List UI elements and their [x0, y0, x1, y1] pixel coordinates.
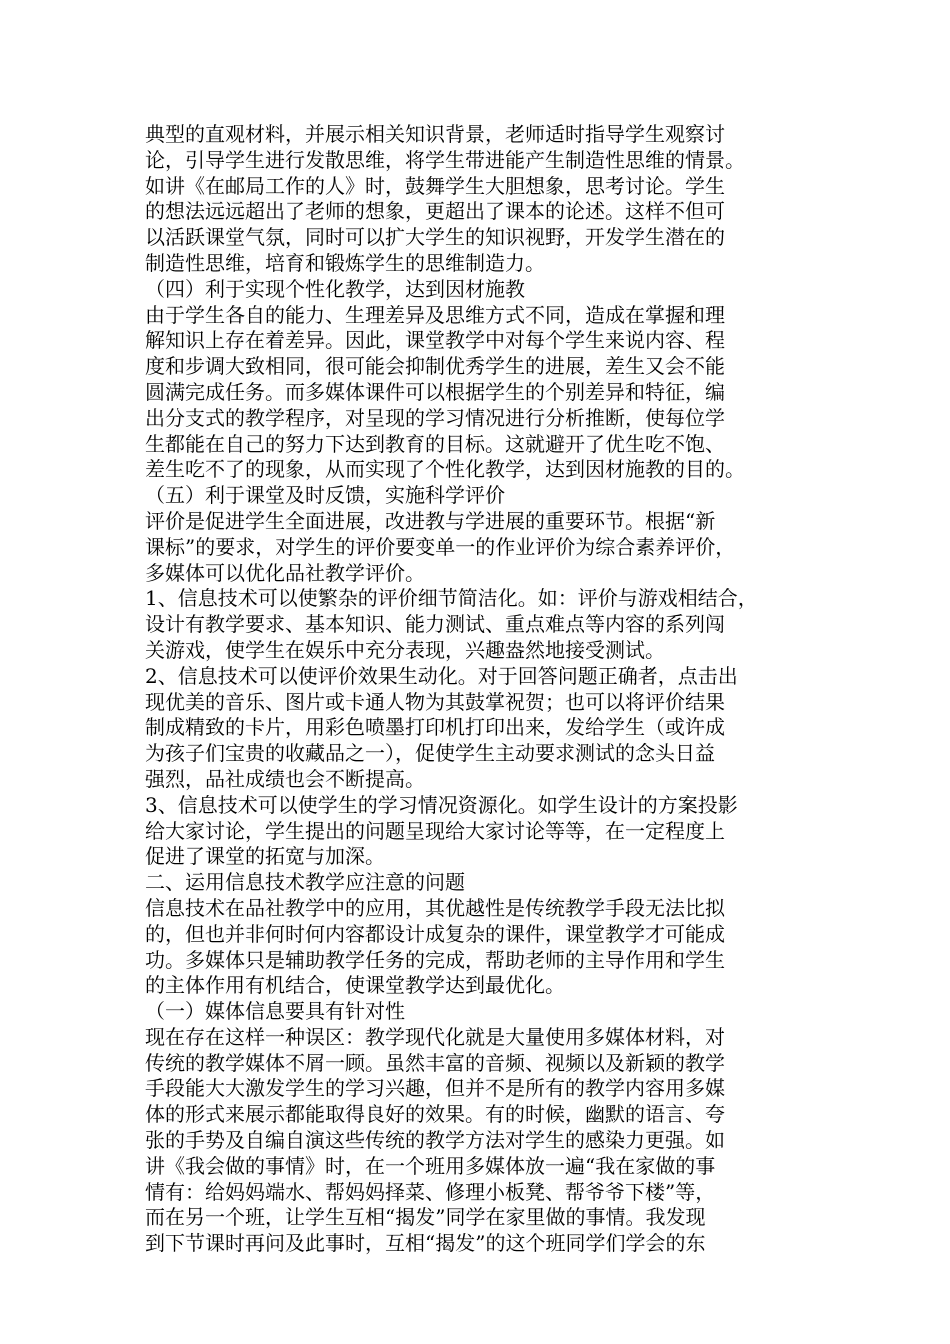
- text-line: 讲《我会做的事情》时，在一个班用多媒体放一遍“我在家做的事: [145, 1153, 716, 1178]
- text-line: 设计有教学要求、基本知识、能力测试、重点难点等内容的系列闯: [145, 612, 725, 637]
- text-line: 的想法远远超出了老师的想象，更超出了课本的论述。这样不但可: [145, 199, 725, 224]
- text-line: 出分支式的教学程序，对呈现的学习情况进行分析推断，使每位学: [145, 405, 725, 430]
- text-line: 制造性思维，培育和锻炼学生的思维制造力。: [145, 250, 545, 275]
- text-line: 信息技术在品社教学中的应用，其优越性是传统教学手段无法比拟: [145, 895, 725, 920]
- text-line: 课标”的要求，对学生的评价要变单一的作业评价为综合素养评价，: [145, 534, 736, 559]
- section-heading: 二、运用信息技术教学应注意的问题: [145, 870, 465, 895]
- text-line: 传统的教学媒体不屑一顾。虽然丰富的音频、视频以及新颖的教学: [145, 1050, 725, 1075]
- text-line: 体的形式来展示都能取得良好的效果。有的时候，幽默的语言、夸: [145, 1102, 725, 1127]
- text-line: 论，引导学生进行发散思维，将学生带进能产生制造性思维的情景。: [145, 147, 745, 172]
- text-line: 典型的直观材料，并展示相关知识背景，老师适时指导学生观察讨: [145, 122, 725, 146]
- text-line: 到下节课时再问及此事时，互相“揭发”的这个班同学们学会的东: [145, 1231, 706, 1256]
- text-line: 手段能大大激发学生的学习兴趣，但并不是所有的教学内容用多媒: [145, 1076, 725, 1101]
- text-line: 张的手势及自编自演这些传统的教学方法对学生的感染力更强。如: [145, 1128, 725, 1153]
- text-line: 强烈，品社成绩也会不断提高。: [145, 766, 425, 791]
- text-line: 为孩子们宝贵的收藏品之一），促使学生主动要求测试的念头日益: [145, 741, 715, 766]
- text-line: 的，但也并非何时何内容都设计成复杂的课件，课堂教学才可能成: [145, 921, 725, 946]
- text-line: 差生吃不了的现象，从而实现了个性化教学，达到因材施教的目的。: [145, 457, 745, 482]
- text-line: 如讲《在邮局工作的人》时，鼓舞学生大胆想象，思考讨论。学生: [145, 173, 725, 198]
- section-heading: （五）利于课堂及时反馈，实施科学评价: [145, 483, 505, 508]
- text-line: 圆满完成任务。而多媒体课件可以根据学生的个别差异和特征，编: [145, 379, 725, 404]
- section-heading: （四）利于实现个性化教学，达到因材施教: [145, 276, 525, 301]
- text-line: 而在另一个班，让学生互相“揭发”同学在家里做的事情。我发现: [145, 1205, 706, 1230]
- text-line: 生都能在自己的努力下达到教育的目标。这就避开了优生吃不饱、: [145, 431, 725, 456]
- text-line: 以活跃课堂气氛，同时可以扩大学生的知识视野，开发学生潜在的: [145, 225, 725, 250]
- text-line: 给大家讨论，学生提出的问题呈现给大家讨论等等，在一定程度上: [145, 818, 725, 843]
- text-line: 制成精致的卡片，用彩色喷墨打印机打印出来，发给学生（或许成: [145, 715, 725, 740]
- text-line: 度和步调大致相同，很可能会抑制优秀学生的进展，差生又会不能: [145, 354, 725, 379]
- text-line: 促进了课堂的拓宽与加深。: [145, 844, 385, 869]
- text-line: 由于学生各自的能力、生理差异及思维方式不同，造成在掌握和理: [145, 302, 725, 327]
- text-line: 功。多媒体只是辅助教学任务的完成，帮助老师的主导作用和学生: [145, 947, 725, 972]
- text-line: 关游戏，使学生在娱乐中充分表现，兴趣盎然地接受测试。: [145, 637, 665, 662]
- document-body: [145, 122, 825, 1257]
- text-line: 解知识上存在着差异。因此，课堂教学中对每个学生来说内容、程: [145, 328, 725, 353]
- text-line: 2、信息技术可以使评价效果生动化。对于回答问题正确者，点击出: [145, 663, 738, 688]
- section-heading: （一）媒体信息要具有针对性: [145, 999, 405, 1024]
- text-line: 情有：给妈妈端水、帮妈妈择菜、修理小板凳、帮爷爷下楼”等，: [145, 1179, 716, 1204]
- text-line: 现在存在这样一种误区：教学现代化就是大量使用多媒体材料，对: [145, 1024, 725, 1049]
- text-line: 现优美的音乐、图片或卡通人物为其鼓掌祝贺；也可以将评价结果: [145, 689, 725, 714]
- text-line: 1、信息技术可以使繁杂的评价细节简洁化。如：评价与游戏相结合，: [145, 586, 758, 611]
- text-line: 的主体作用有机结合，使课堂教学达到最优化。: [145, 973, 565, 998]
- text-line: 多媒体可以优化品社教学评价。: [145, 560, 425, 585]
- text-line: 评价是促进学生全面进展，改进教与学进展的重要环节。根据“新: [145, 508, 716, 533]
- text-line: 3、信息技术可以使学生的学习情况资源化。如学生设计的方案投影: [145, 792, 738, 817]
